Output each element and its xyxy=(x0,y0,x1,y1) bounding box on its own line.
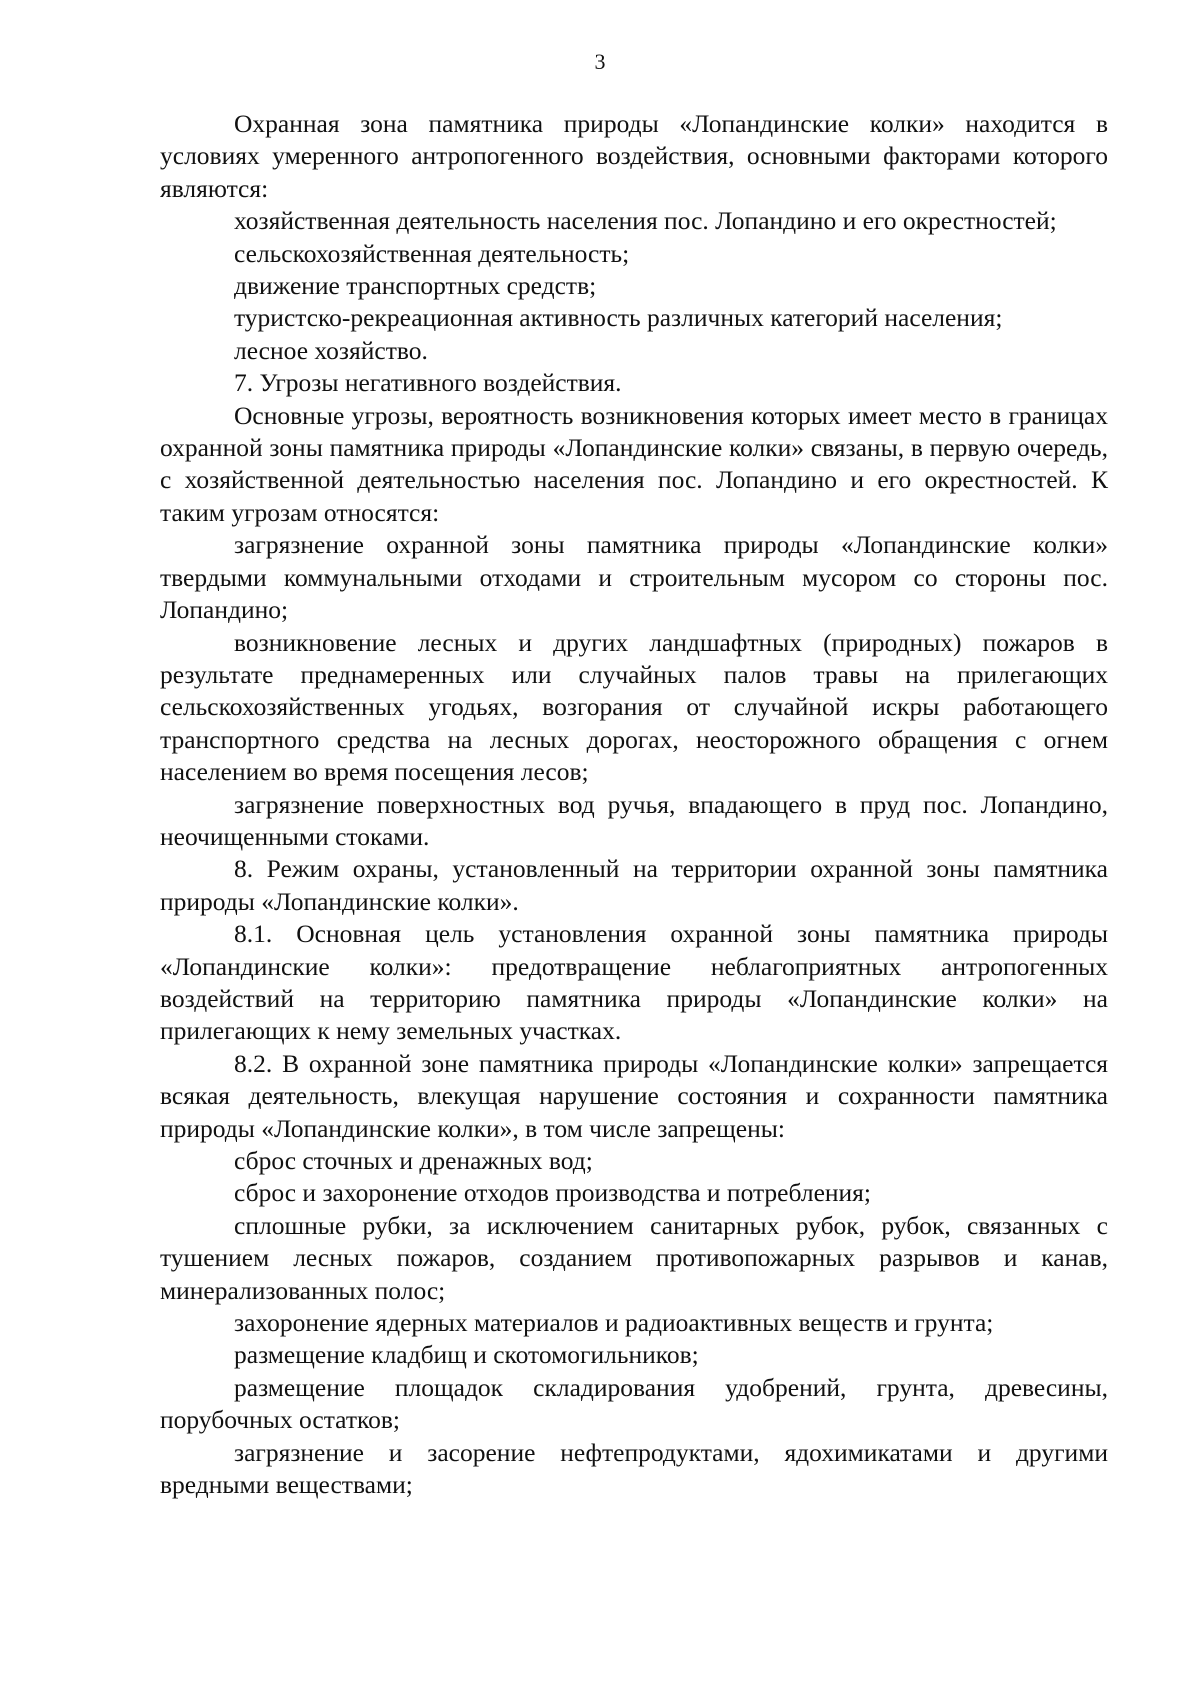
section-heading-7: 7. Угрозы негативного воздействия. xyxy=(234,368,622,398)
list-item-waste-pollution: загрязнение охранной зоны памятника природы «Лопандинские колки» твердыми коммунальными отходами и строительным мусором со стороны пос. Лопандино; xyxy=(160,530,1108,625)
section-heading-8: 8. Режим охраны, установленный на территории охранной зоны памятника природы «Лопандинские колки». xyxy=(160,854,1108,916)
paragraph-8-1: 8.1. Основная цель установления охранной зоны памятника природы «Лопандинские колки»: предотвращение неблагоприятных антропогенных воздействий на территорию памятника природы «Лопандинские колки» на прилегающих к нему земельных участках. xyxy=(160,919,1108,1046)
document-body xyxy=(160,108,1108,1501)
list-item-chemical-pollution: загрязнение и засорение нефтепродуктами, ядохимикатами и другими вредными веществами; xyxy=(160,1437,1108,1500)
page-number: 3 xyxy=(594,49,606,74)
list-item-cemeteries: размещение кладбищ и скотомогильников; xyxy=(234,1340,699,1370)
paragraph-threats: Основные угрозы, вероятность возникновения которых имеет место в границах охранной зоны памятника природы «Лопандинские колки» связаны, в первую очередь, с хозяйственной деятельностью населения пос. Лопандино и его окрестностей. К таким угрозам относятся: xyxy=(160,400,1108,527)
list-item-forestry: лесное хозяйство. xyxy=(234,335,428,365)
list-item-fires: возникновение лесных и других ландшафтных (природных) пожаров в результате преднамеренных или случайных палов травы на прилегающих сельскохозяйственных угодьях, возгорания от случайной искры работающего транспортного средства на лесных дорогах, неосторожного обращения с огнем населением во время посещения лесов; xyxy=(160,627,1108,787)
list-item-tourism: туристско-рекреационная активность различных категорий населения; xyxy=(234,303,1003,333)
list-item-agriculture: сельскохозяйственная деятельность; xyxy=(234,238,630,268)
list-item-economic-activity: хозяйственная деятельность населения пос. Лопандино и его окрестностей; xyxy=(234,206,1057,236)
list-item-waste-disposal: сброс и захоронение отходов производства и потребления; xyxy=(234,1178,871,1208)
list-item-clear-cutting: сплошные рубки, за исключением санитарных рубок, рубок, связанных с тушением лесных пожаров, созданием противопожарных разрывов и канав, минерализованных полос; xyxy=(160,1210,1108,1305)
list-item-water-pollution: загрязнение поверхностных вод ручья, впадающего в пруд пос. Лопандино, неочищенными стоками. xyxy=(160,789,1108,851)
list-item-transport: движение транспортных средств; xyxy=(234,271,597,301)
paragraph-intro: Охранная зона памятника природы «Лопандинские колки» находится в условиях умеренного антропогенного воздействия, основными факторами которого являются: xyxy=(160,109,1108,203)
list-item-wastewater: сброс сточных и дренажных вод; xyxy=(234,1146,593,1175)
paragraph-8-2: 8.2. В охранной зоне памятника природы «Лопандинские колки» запрещается всякая деятельность, влекущая нарушение состояния и сохранности памятника природы «Лопандинские колки», в том числе запрещены: xyxy=(160,1048,1108,1143)
list-item-nuclear-burial: захоронение ядерных материалов и радиоактивных веществ и грунта; xyxy=(234,1308,994,1338)
list-item-storage-sites: размещение площадок складирования удобрений, грунта, древесины, порубочных остатков; xyxy=(160,1372,1108,1435)
